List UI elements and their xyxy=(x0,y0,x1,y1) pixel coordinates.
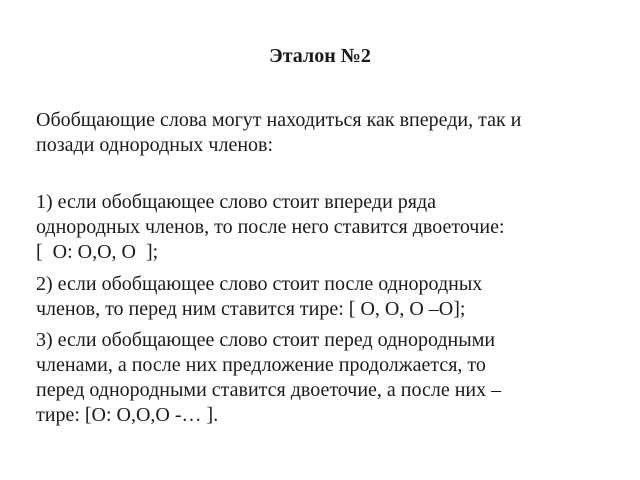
rule-line: 1) если обобщающее слово стоит впереди ряда xyxy=(36,191,437,213)
rule-line: тире: [О: О,О,О -… ]. xyxy=(36,404,219,426)
rule-line: однородных членов, то после него ставится двоеточие: xyxy=(36,216,505,238)
intro-paragraph xyxy=(36,108,616,158)
rule-line: перед однородными ставится двоеточие, а после них – xyxy=(36,379,502,401)
intro-line: позади однородных членов: xyxy=(36,134,274,156)
rule-1 xyxy=(36,190,616,265)
rule-2 xyxy=(36,272,616,322)
rule-line: членов, то перед ним ставится тире: [ О, О, О –О]; xyxy=(36,298,466,320)
rule-3 xyxy=(36,328,616,428)
rule-line: 3) если обобщающее слово стоит перед однородными xyxy=(36,329,496,351)
slide-title: Эталон №2 xyxy=(269,45,371,67)
rule-line: [ О: О,О, О ]; xyxy=(36,241,159,263)
intro-line: Обобщающие слова могут находиться как впереди, так и xyxy=(36,109,522,131)
rule-line: членами, а после них предложение продолжается, то xyxy=(36,354,486,376)
rule-line: 2) если обобщающее слово стоит после однородных xyxy=(36,273,483,295)
